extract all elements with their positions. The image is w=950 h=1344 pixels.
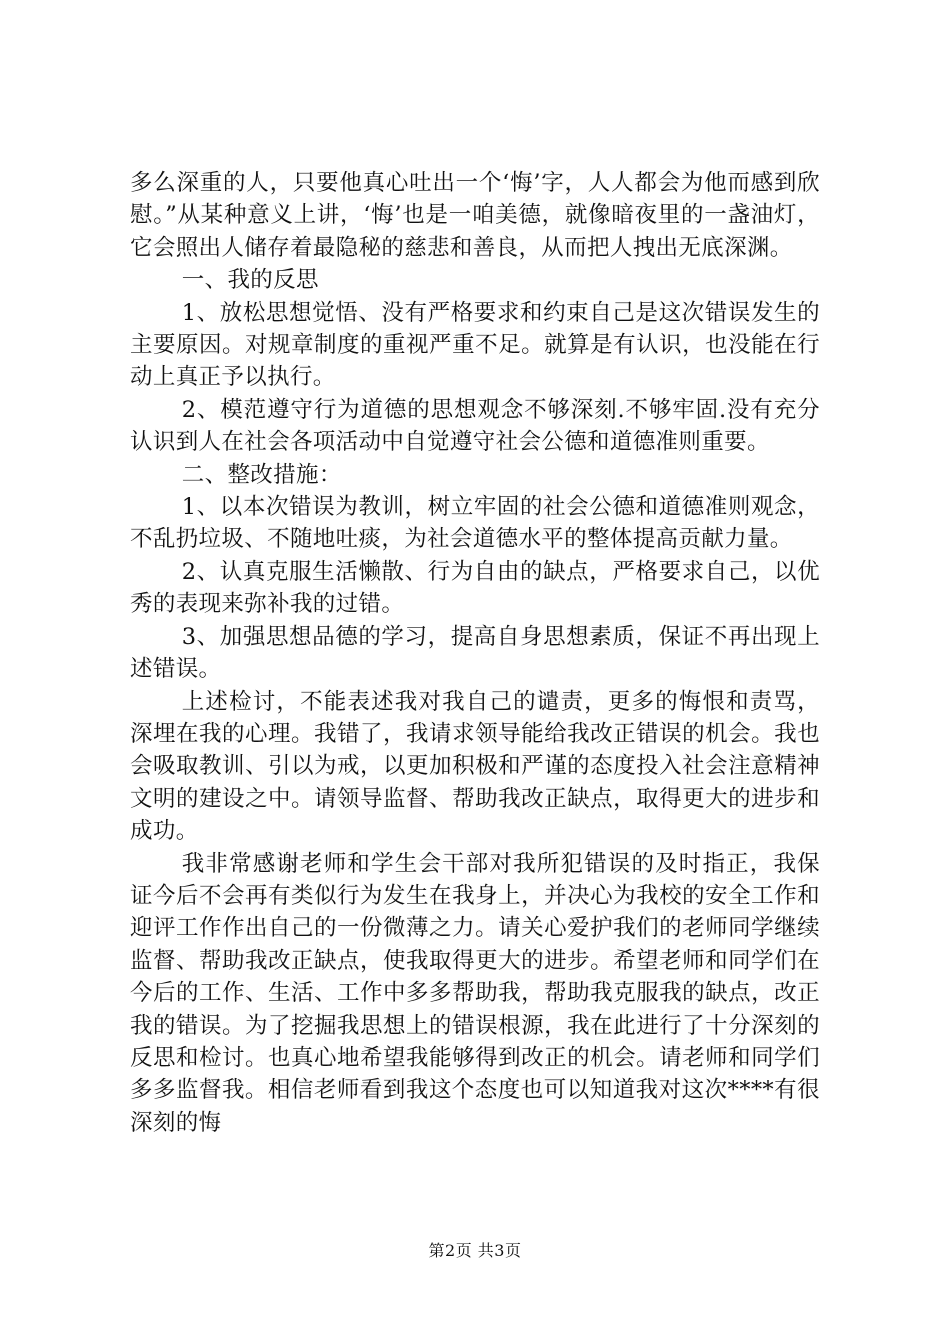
paragraph-self-criticism: 上述检讨，不能表述我对我自己的谴责，更多的悔恨和责骂，深埋在我的心理。我错了，我请求领导能给我改正错误的机会。我也会吸取教训、引以为戒，以更加积极和严谨的态度投入社会注意精神文明的建设之中。请领导监督、帮助我改正缺点，取得更大的进步和成功。 [130, 688, 820, 845]
page-number-footer: 第2页 共3页 [428, 1241, 522, 1260]
section-heading-measures: 二、整改措施： [181, 461, 342, 488]
reflection-item-2: 2、模范遵守行为道德的思想观念不够深刻.不够牢固.没有充分认识到人在社会各项活动中自觉遵守社会公德和道德准则重要。 [130, 396, 820, 456]
reflection-item-1: 1、放松思想觉悟、没有严格要求和约束自己是这次错误发生的主要原因。对规章制度的重视严重不足。就算是有认识，也没能在行动上真正予以执行。 [130, 299, 820, 391]
measure-item-1: 1、以本次错误为教训，树立牢固的社会公德和道德准则观念，不乱扔垃圾、不随地吐痰，为社会道德水平的整体提高贡献力量。 [130, 494, 820, 553]
paragraph-continuation: 多么深重的人，只要他真心吐出一个‘悔’字，人人都会为他而感到欣慰。”从某种意义上讲，‘悔’也是一咱美德，就像暗夜里的一盏油灯，它会照出人储存着最隐秘的慈悲和善良，从而把人拽出无底深渊。 [130, 170, 820, 261]
paragraph-gratitude: 我非常感谢老师和学生会干部对我所犯错误的及时指正，我保证今后不会再有类似行为发生在我身上，并决心为我校的安全工作和迎评工作作出自己的一份微薄之力。请关心爱护我们的老师同学继续监督、帮助我改正缺点，使我取得更大的进步。希望老师和同学们在今后的工作、生活、工作中多多帮助我，帮助我克服我的缺点，改正我的错误。为了挖掘我思想上的错误根源，我在此进行了十分深刻的反思和检讨。也真心地希望我能够得到改正的机会。请老师和同学们多多监督我。相信老师看到我这个态度也可以知道我对这次****有很深刻的悔 [130, 850, 820, 1136]
section-heading-reflection: 一、我的反思 [181, 267, 319, 294]
document-body [130, 167, 820, 1139]
measure-item-3: 3、加强思想品德的学习，提高自身思想素质，保证不再出现上述错误。 [130, 623, 820, 683]
measure-item-2: 2、认真克服生活懒散、行为自由的缺点，严格要求自己，以优秀的表现来弥补我的过错。 [130, 558, 820, 618]
